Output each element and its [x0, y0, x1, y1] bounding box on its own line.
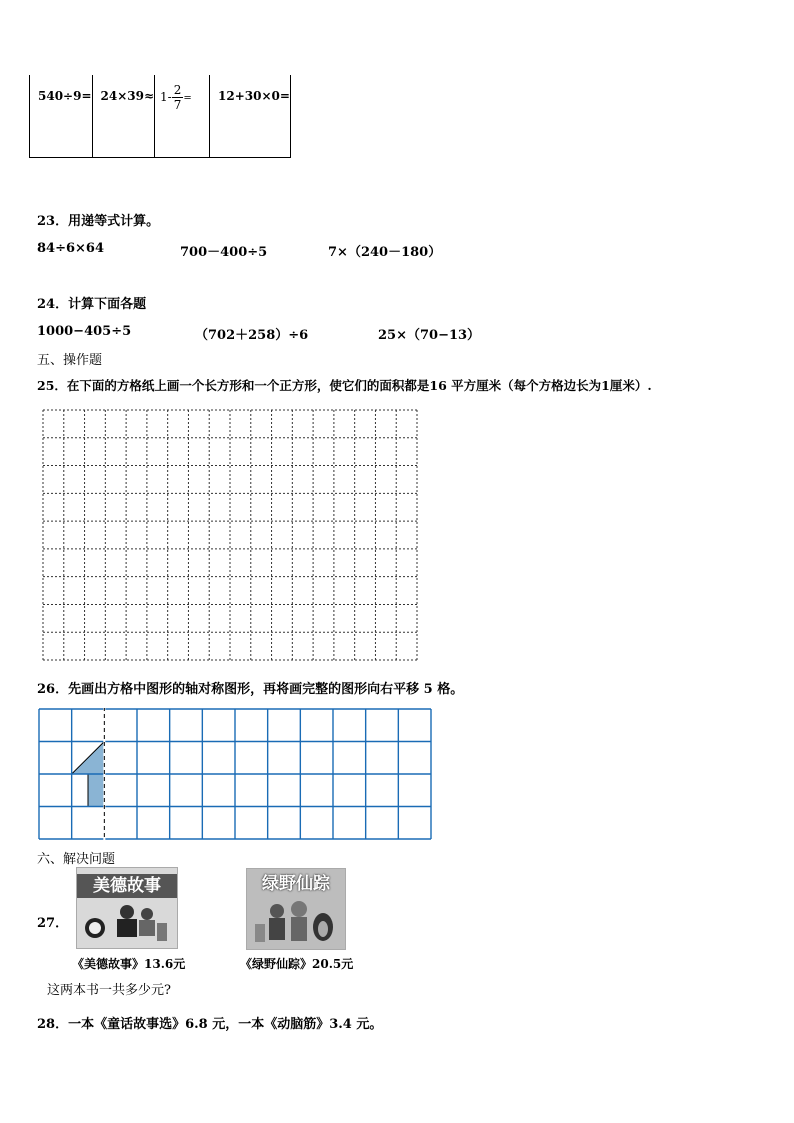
q23-item-3: 7×（240－180） [328, 245, 442, 260]
q26-title: 26．先画出方格中图形的轴对称图形，再将画完整的图形向右平移 5 格。 [37, 682, 464, 697]
fraction: $\frac{2}{7}$ [173, 83, 182, 112]
book-cover-title: 美德故事 [77, 874, 177, 898]
q24-item-1: 1000−405÷5 [37, 324, 132, 339]
q25-title: 25．在下面的方格纸上画一个长方形和一个正方形，使它们的面积都是16 平方厘米（每个方格边长为1厘米）. [37, 378, 652, 393]
q27-number: 27． [37, 916, 69, 931]
section5-title: 五、操作题 [37, 353, 103, 368]
q27-question: 这两本书一共多少元? [47, 983, 171, 998]
book2-caption: 《绿野仙踪》20.5元 [240, 957, 354, 971]
book-cover-lvye [246, 868, 346, 950]
q28-title: 28．一本《童话故事选》6.8 元，一本《动脑筋》3.4 元。 [37, 1017, 383, 1032]
q23-item-1: 84÷6×64 [37, 241, 105, 256]
book-cover-title: 绿野仙踪 [262, 874, 330, 894]
blue-grid[interactable] [38, 708, 432, 840]
calc-cell: 12+30×0= [210, 75, 291, 157]
characters-illustration [247, 869, 345, 949]
q23-title: 23．用递等式计算。 [37, 214, 160, 229]
q24-item-2: （702＋258）÷6 [195, 328, 309, 343]
book1-caption: 《美德故事》13.6元 [72, 957, 186, 971]
dotted-grid[interactable] [42, 409, 418, 661]
children-illustration [77, 868, 177, 948]
q24-title: 24．计算下面各题 [37, 297, 147, 312]
calc-table [29, 75, 291, 158]
calc-cell: 540÷9= [30, 75, 93, 157]
book-cover-meide [76, 867, 178, 949]
calc-cell-fraction: 1- $\frac{2}{7}$ = [155, 75, 210, 157]
q23-item-2: 700－400÷5 [180, 245, 268, 260]
calc-cell: 24×39≈ [92, 75, 155, 157]
q24-item-3: 25×（70−13） [378, 328, 481, 343]
section6-title: 六、解决问题 [37, 852, 116, 867]
